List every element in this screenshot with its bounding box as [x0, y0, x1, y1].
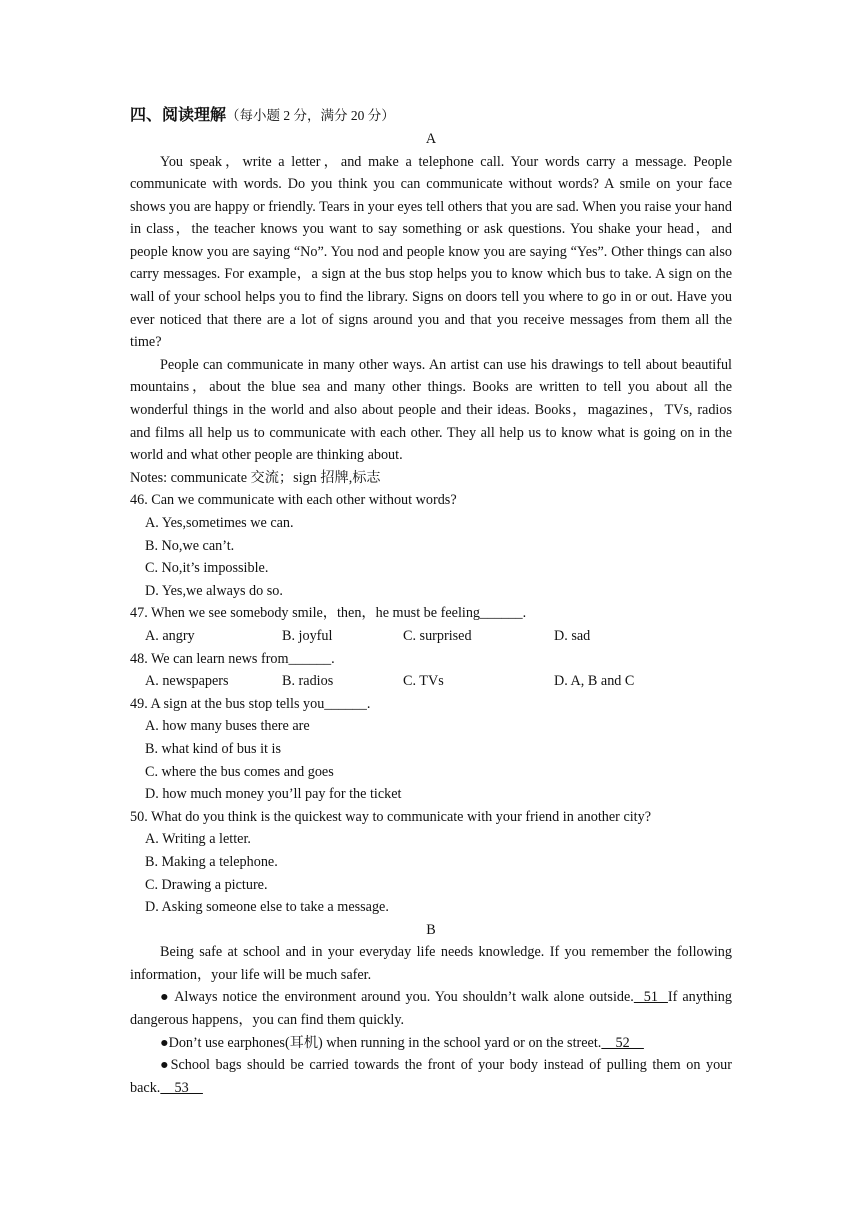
- question-49-option-b: B. what kind of bus it is: [145, 740, 281, 757]
- question-47-option-c: C. surprised: [403, 627, 472, 644]
- question-50-option-c: C. Drawing a picture.: [145, 876, 268, 893]
- passage-b-label: B: [426, 921, 436, 938]
- question-49-option-d: D. how much money you’ll pay for the ticket: [145, 786, 402, 803]
- section-title: [130, 104, 732, 128]
- question-48-option-a: A. newspapers: [145, 673, 229, 690]
- blank-51: 51: [633, 989, 668, 1006]
- bullet-text-after: If anything dangerous happens，you can find them quickly.: [130, 989, 732, 1028]
- question-46-option-b: B. No,we can’t.: [145, 537, 235, 554]
- blank-53: 53: [160, 1079, 203, 1096]
- reading-section: [130, 104, 732, 1099]
- question-46-stem: 46. Can we communicate with each other without words?: [130, 492, 457, 509]
- question-48-option-d: D. A, B and C: [554, 673, 635, 690]
- bullet-text: School bags should be carried towards the front of your body instead of pulling them on your back.: [130, 1057, 732, 1096]
- question-50-option-d: D. Asking someone else to take a message.: [145, 899, 389, 916]
- bullet-mark: ●: [160, 989, 170, 1006]
- question-50-option-a: A. Writing a letter.: [145, 831, 251, 848]
- passage-b-bullet-1: [130, 986, 732, 1031]
- bullet-text: Always notice the environment around you. You shouldn’t walk alone outside.: [170, 989, 634, 1006]
- question-48-options: [130, 670, 732, 693]
- question-47-option-a: A. angry: [145, 627, 195, 644]
- question-48-stem: 48. We can learn news from______.: [130, 650, 335, 667]
- question-46-option-c: C. No,it’s impossible.: [145, 560, 269, 577]
- passage-a-paragraph-2: People can communicate in many other ways. An artist can use his drawings to tell about beautiful mountains，about the blue sea and many other things. Books are written to tell you about all the wonderful things in the world and also about people and their ideas. Books，magazines，TVs, radios and films all help us to communicate with each other. They all help us to know what is going on in the world and what other people are thinking about.: [130, 356, 732, 464]
- passage-a-paragraph-1: You speak，write a letter，and make a telephone call. Your words carry a message. People communicate with words. Do you think you can communicate without words? A smile on your face shows you are happy or friendly. Tears in your eyes tell others that you are sad. When you raise your hand in class，the teacher knows you want to say something or ask questions. You shake your head，and people know you are saying “No”. You nod and people know you are saying “Yes”. Other things can also carry messages. For example，a sign at the bus stop helps you to know which bus to take. A sign on the wall of your school helps you to find the library. Signs on doors tell you where to go in or out. Have you ever noticed that there are a lot of signs around you and that you receive messages from them all the time?: [130, 153, 732, 351]
- question-49-stem: 49. A sign at the bus stop tells you______.: [130, 695, 371, 712]
- passage-b-bullet-2: [130, 1032, 732, 1055]
- question-50-stem: 50. What do you think is the quickest way to communicate with your friend in another city?: [130, 808, 652, 825]
- bullet-mark: ●: [160, 1057, 171, 1074]
- passage-a-notes: Notes: communicate 交流；sign 招牌,标志: [130, 469, 381, 486]
- question-47-stem: 47. When we see somebody smile，then，he must be feeling______.: [130, 605, 527, 622]
- question-47-option-d: D. sad: [554, 627, 591, 644]
- question-47-option-b: B. joyful: [282, 627, 333, 644]
- bullet-mark: ●: [160, 1034, 169, 1051]
- question-48-option-c: C. TVs: [403, 673, 444, 690]
- passage-b-intro: Being safe at school and in your everyday life needs knowledge. If you remember the following information，your life will be much safer.: [130, 944, 732, 983]
- bullet-text: Don’t use earphones(耳机) when running in the school yard or on the street.: [168, 1034, 602, 1051]
- section-score-note: （每小题 2 分，满分 20 分）: [226, 108, 395, 123]
- section-title-main: 四、阅读理解: [130, 107, 227, 124]
- question-49-option-c: C. where the bus comes and goes: [145, 763, 334, 780]
- question-46-option-a: A. Yes,sometimes we can.: [145, 515, 294, 531]
- question-46-option-d: D. Yes,we always do so.: [145, 582, 283, 599]
- question-50-option-b: B. Making a telephone.: [145, 853, 278, 870]
- question-47-options: [130, 625, 732, 648]
- passage-a-label: A: [425, 131, 437, 147]
- passage-b-bullet-3: [130, 1054, 732, 1099]
- question-49-option-a: A. how many buses there are: [145, 718, 310, 735]
- blank-52: 52: [601, 1034, 644, 1051]
- question-48-option-b: B. radios: [282, 673, 334, 690]
